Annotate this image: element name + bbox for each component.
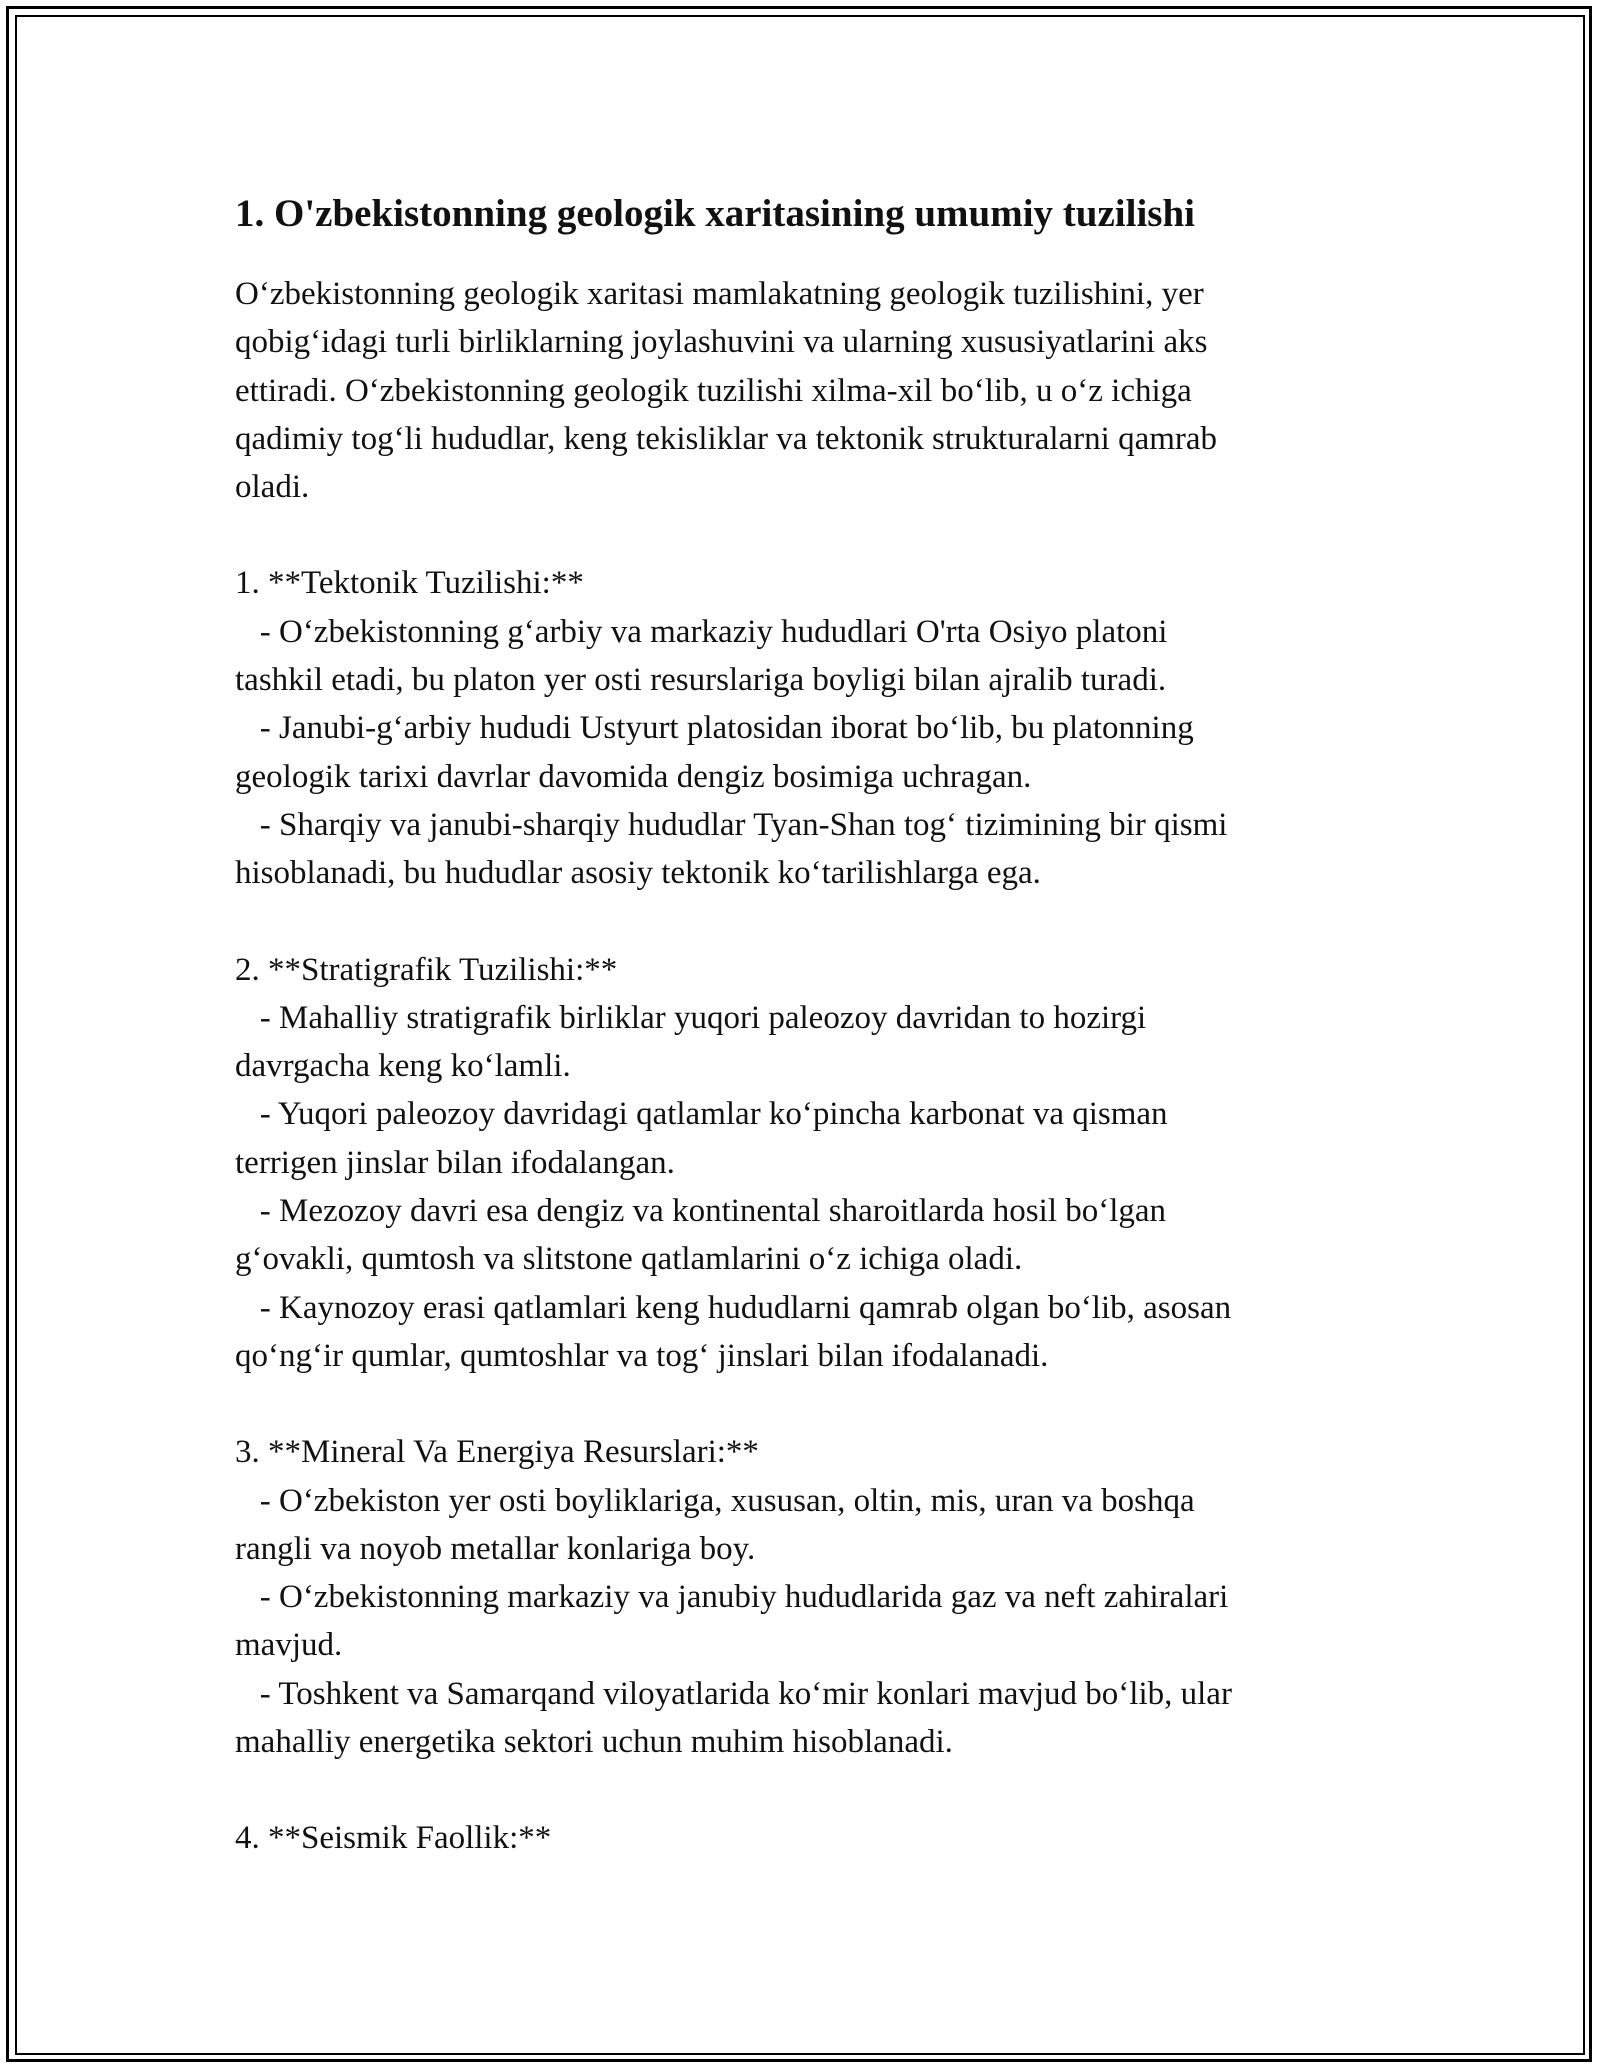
blank-line: [235, 898, 1365, 946]
section-line: rangli va noyob metallar konlariga boy.: [235, 1530, 756, 1567]
section-line: - Mezozoy davri esa dengiz va kontinental sharoitlarda hosil bo‘lgan: [235, 1193, 1167, 1230]
section-heading: 2. **Stratigrafik Tuzilishi:**: [235, 951, 618, 988]
section-line: - Toshkent va Samarqand viloyatlarida ko‘mir konlari mavjud bo‘lib, ular: [235, 1675, 1232, 1712]
intro-paragraph: [235, 270, 1365, 511]
document-title: 1. O'zbekistonning geologik xaritasining umumiy tuzilishi: [235, 192, 1195, 235]
section-stratigrafik: [235, 946, 1365, 1381]
blank-line: [235, 511, 1365, 559]
section-line: - Yuqori paleozoy davridagi qatlamlar ko‘pincha karbonat va qisman: [235, 1096, 1168, 1133]
section-line: hisoblanadi, bu hududlar asosiy tektonik ko‘tarilishlarga ega.: [235, 855, 1041, 892]
intro-line: oladi.: [235, 469, 310, 506]
section-line: - O‘zbekistonning g‘arbiy va markaziy hududlari O'rta Osiyo platoni: [235, 613, 1168, 650]
section-line: - O‘zbekistonning markaziy va janubiy hududlarida gaz va neft zahiralari: [235, 1579, 1229, 1616]
section-line: qo‘ng‘ir qumlar, qumtoshlar va tog‘ jinslari bilan ifodalanadi.: [235, 1337, 1049, 1374]
section-line: geologik tarixi davrlar davomida dengiz bosimiga uchragan.: [235, 758, 1032, 795]
section-resurslar: [235, 1428, 1365, 1766]
blank-line: [235, 1766, 1365, 1814]
section-seismik: [235, 1814, 1365, 1862]
document-body: [235, 186, 1365, 1863]
section-line: - Kaynozoy erasi qatlamlari keng hududlarni qamrab olgan bo‘lib, asosan: [235, 1289, 1232, 1326]
section-heading: 4. **Seismik Faollik:**: [235, 1820, 552, 1857]
section-line: terrigen jinslar bilan ifodalangan.: [235, 1144, 675, 1181]
section-line: - O‘zbekiston yer osti boyliklariga, xususan, oltin, mis, uran va boshqa: [235, 1482, 1195, 1519]
section-tektonik: [235, 559, 1365, 897]
section-line: davrgacha keng ko‘lamli.: [235, 1048, 571, 1085]
section-line: tashkil etadi, bu platon yer osti resurslariga boyligi bilan ajralib turadi.: [235, 662, 1167, 699]
intro-line: qadimiy tog‘li hududlar, keng tekisliklar va tektonik strukturalarni qamrab: [235, 420, 1218, 457]
section-line: - Janubi-g‘arbiy hududi Ustyurt platosidan iborat bo‘lib, bu platonning: [235, 710, 1194, 747]
section-line: mavjud.: [235, 1627, 343, 1664]
section-line: g‘ovakli, qumtosh va slitstone qatlamlarini o‘z ichiga oladi.: [235, 1241, 1023, 1278]
intro-line: ettiradi. O‘zbekistonning geologik tuzilishi xilma-xil bo‘lib, u o‘z ichiga: [235, 372, 1192, 409]
intro-line: qobig‘idagi turli birliklarning joylashuvini va ularning xususiyatlarini aks: [235, 324, 1208, 361]
blank-line: [235, 1380, 1365, 1428]
section-line: - Sharqiy va janubi-sharqiy hududlar Tyan-Shan tog‘ tizimining bir qismi: [235, 806, 1228, 843]
intro-line: O‘zbekistonning geologik xaritasi mamlakatning geologik tuzilishini, yer: [235, 276, 1204, 312]
section-heading: 3. **Mineral Va Energiya Resurslari:**: [235, 1434, 759, 1471]
section-line: - Mahalliy stratigrafik birliklar yuqori paleozoy davridan to hozirgi: [235, 999, 1147, 1036]
section-line: mahalliy energetika sektori uchun muhim hisoblanadi.: [235, 1724, 953, 1761]
section-heading: 1. **Tektonik Tuzilishi:**: [235, 565, 584, 602]
